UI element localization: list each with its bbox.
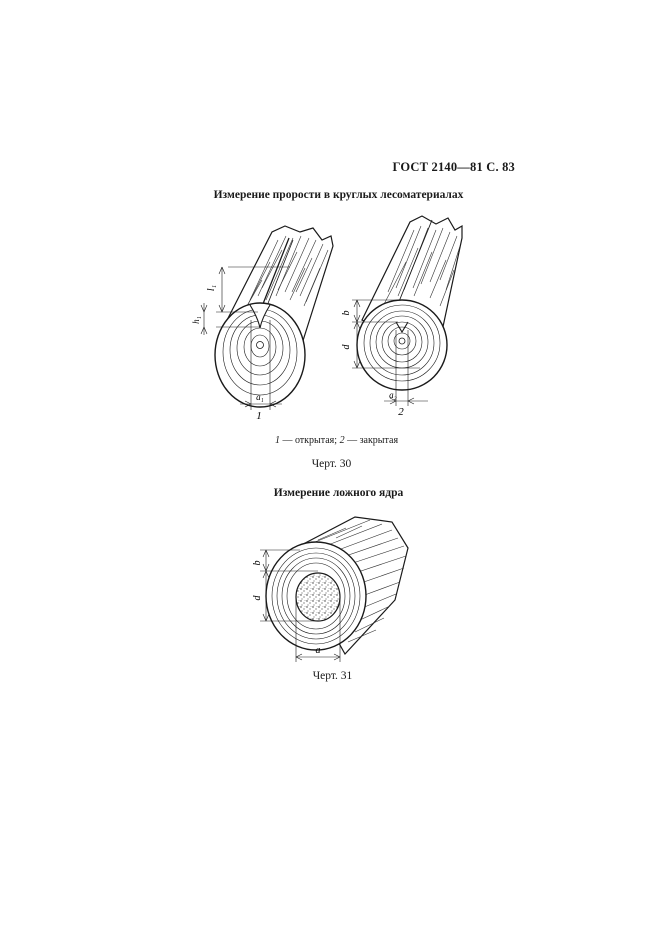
dim-b-label-fig31: b <box>252 560 263 566</box>
legend-text-open: — открытая; <box>279 435 340 446</box>
figure-legend <box>6 435 661 446</box>
dim-a-label-fig31: a <box>315 645 321 656</box>
legend-text-closed: — закрытая <box>344 435 399 446</box>
dim-b-label-fig2: b <box>341 310 352 316</box>
dim-a2-label: a₂ <box>389 390 397 400</box>
figure-number-1: 1 <box>256 410 262 422</box>
dim-h1-label: h₁ <box>191 316 201 324</box>
log-drawing-open <box>201 226 333 410</box>
legend-num-2: 2 <box>339 435 345 446</box>
figure-caption-30: Черт. 30 <box>311 458 352 470</box>
page-header: ГОСТ 2140—81 С. 83 <box>392 160 515 174</box>
legend-num-1: 1 <box>274 435 280 446</box>
log-drawing-closed <box>352 216 462 406</box>
log-drawing-false-heartwood <box>260 517 408 662</box>
dim-l1-label: l₁ <box>206 284 217 292</box>
dim-a1-label: a₁ <box>256 392 264 402</box>
dim-d-label-fig31: d <box>252 595 263 601</box>
dim-d-label-fig2: d <box>341 344 352 350</box>
figure-caption-31: Черт. 31 <box>312 670 353 682</box>
figure-number-2: 2 <box>398 406 404 418</box>
section-title-ingrown-bark: Измерение прорости в круглых лесоматериалах <box>213 189 464 201</box>
section-title-false-heartwood: Измерение ложного ядра <box>273 487 404 499</box>
